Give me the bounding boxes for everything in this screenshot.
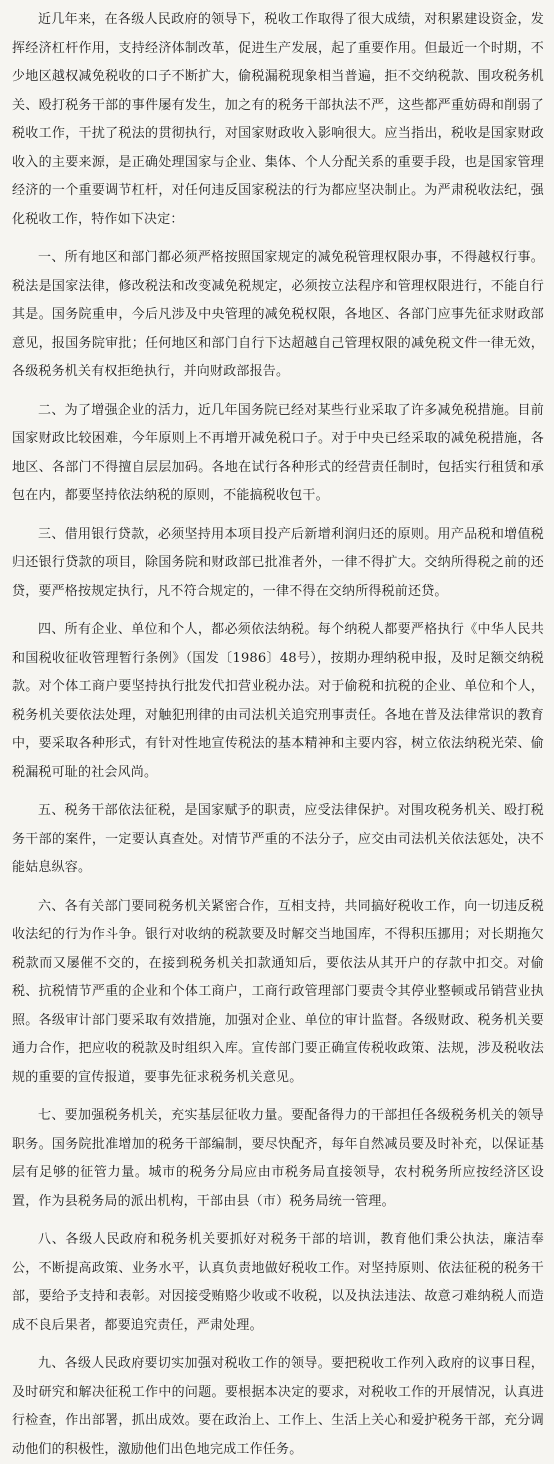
paragraph-preamble: 近几年来，在各级人民政府的领导下，税收工作取得了很大成绩，对积累建设资金，发挥经济杠杆作用，支持经济体制改革，促进生产发展，起了重要作用。但最近一个时期，不少地区越权减免税收的口子不断扩大，偷税漏税现象相当普遍，拒不交纳税款、围攻税务机关、殴打税务干部的事件屡有发生，加之有的税务干部执法不严，这些都严重妨碍和削弱了税收工作，干扰了税法的贯彻执行，对国家财政收入影响很大。应当指出，税收是国家财政收入的主要来源，是正确处理国家与企业、集体、个人分配关系的重要手段，也是国家管理经济的一个重要调节杠杆，对任何违反国家税法的行为都应坚决制止。为严肃税收法纪，强化税收工作，特作如下决定： — [12, 12, 544, 227]
paragraph-item-5: 五、税务干部依法征税，是国家赋予的职责，应受法律保护。对围攻税务机关、殴打税务干部的案件，一定要认真查处。对情节严重的不法分子，应交由司法机关依法惩处，决不能姑息纵容。 — [12, 803, 544, 875]
paragraph-item-4: 四、所有企业、单位和个人，都必须依法纳税。每个纳税人都要严格执行《中华人民共和国税收征收管理暂行条例》（国发〔1986〕48号），按期办理纳税申报，及时足额交纳税款。对个体工商户要坚持执行批发代扣营业税办法。对于偷税和抗税的企业、单位和个人，税务机关要依法处理，对触犯刑律的由司法机关追究刑事责任。各地在普及法律常识的教育中，要采取各种形式，有针对性地宣传税法的基本精神和主要内容，树立依法纳税光荣、偷税漏税可耻的社会风尚。 — [12, 622, 544, 780]
paragraph-item-2: 二、为了增强企业的活力，近几年国务院已经对某些行业采取了许多减免税措施。目前国家财政比较困难，今年原则上不再增开减免税口子。对于中央已经采取的减免税措施，各地区、各部门不得擅自层层加码。各地在试行各种形式的经营责任制时，包括实行租赁和承包在内，都要坚持依法纳税的原则，不能搞税收包干。 — [12, 402, 544, 503]
paragraph-item-1: 一、所有地区和部门都必须严格按照国家规定的减免税管理权限办事，不得越权行事。税法是国家法律，修改税法和改变减免税规定，必须按立法程序和管理权限进行，不能自行其是。国务院重申，今后凡涉及中央管理的减免税权限，各地区、各部门应事先征求财政部意见，报国务院审批；任何地区和部门自行下达超越自己管理权限的减免税文件一律无效，各级税务机关有权拒绝执行，并向财政部报告。 — [12, 250, 544, 379]
paragraph-item-7: 七、要加强税务机关，充实基层征收力量。要配备得力的干部担任各级税务机关的领导职务。国务院批准增加的税务干部编制，要尽快配齐，每年自然减员要及时补充，以保证基层有足够的征管力量。城市的税务分局应由市税务局直接领导，农村税务所应按经济区设置，作为县税务局的派出机构，干部由县（市）税务局统一管理。 — [12, 1108, 544, 1209]
paragraph-item-8: 八、各级人民政府和税务机关要抓好对税务干部的培训，教育他们秉公执法，廉洁奉公，不断提高政策、业务水平，认真负责地做好税收工作。对坚持原则、依法征税的税务干部，要给予支持和表彰。对因接受贿赂少收或不收税，以及执法违法、故意刁难纳税人而造成不良后果者，都要追究责任，严肃处理。 — [12, 1232, 544, 1333]
paragraph-item-6: 六、各有关部门要同税务机关紧密合作，互相支持，共同搞好税收工作，向一切违反税收法纪的行为作斗争。银行对收纳的税款要及时解交当地国库，不得积压挪用；对长期拖欠税款而又屡催不交的，在接到税务机关扣款通知后，要依法从其开户的存款中扣交。对偷税、抗税情节严重的企业和个体工商户，工商行政管理部门要责令其停业整顿或吊销营业执照。各级审计部门要采取有效措施，加强对企业、单位的审计监督。各级财政、税务机关要通力合作，把应收的税款及时组织入库。宣传部门要正确宣传税收政策、法规，涉及税收法规的重要的宣传报道，要事先征求税务机关意见。 — [12, 898, 544, 1085]
paragraph-item-3: 三、借用银行贷款，必须坚持用本项目投产后新增利润归还的原则。用产品税和增值税归还银行贷款的项目，除国务院和财政部已批准者外，一律不得扩大。交纳所得税之前的还贷，要严格按规定执行，凡不符合规定的，一律不得在交纳所得税前还贷。 — [12, 526, 544, 599]
paragraph-item-9: 九、各级人民政府要切实加强对税收工作的领导。要把税收工作列入政府的议事日程，及时研究和解决征税工作中的问题。要根据本决定的要求，对税收工作的开展情况，认真进行检查，作出部署，抓出成效。要在政治上、工作上、生活上关心和爱护税务干部，充分调动他们的积极性，激励他们出色地完成工作任务。 — [12, 1356, 544, 1457]
